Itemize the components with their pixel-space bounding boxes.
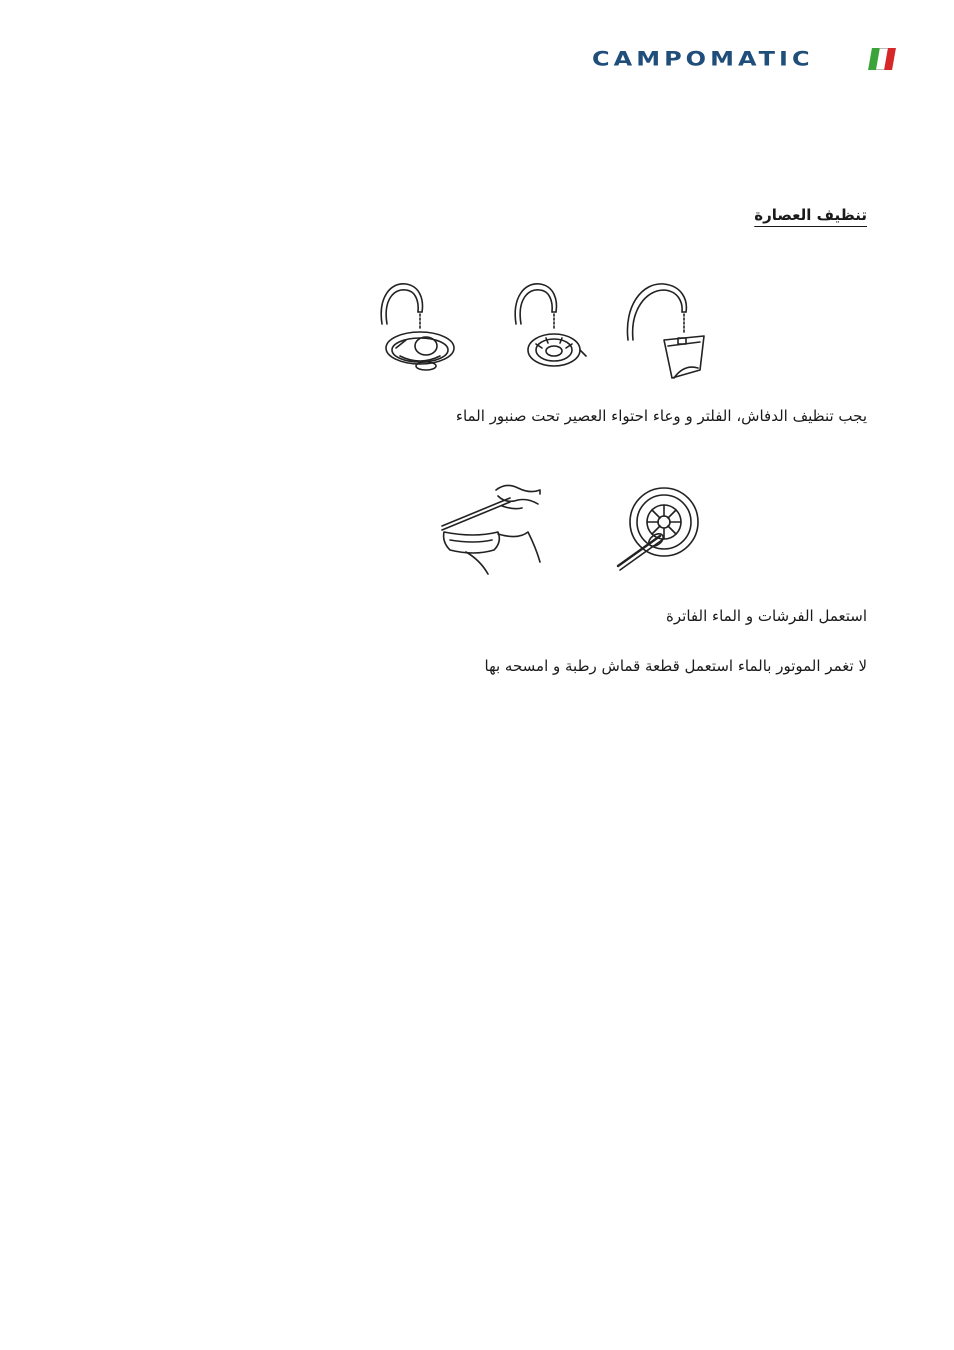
- faucet-illustrations: [370, 278, 720, 388]
- brush-cleaning-filter-center-icon: [618, 488, 698, 570]
- paragraph-motor-warning: لا تغمر الموتور بالماء استعمل قطعة قماش رطبة و امسحه بها: [484, 657, 867, 675]
- italian-flag-icon: [868, 48, 896, 70]
- brand-name: CAMPOMATIC: [592, 47, 814, 71]
- brush-cleaning-illustrations: [436, 470, 706, 575]
- paragraph-wash-under-faucet: يجب تنظيف الدفاش، الفلتر و وعاء احتواء العصير تحت صنبور الماء: [455, 407, 867, 425]
- paragraph-use-brushes: استعمل الفرشات و الماء الفاترة: [666, 607, 867, 625]
- brand-logo: [592, 46, 898, 72]
- pusher-under-faucet-icon: [381, 284, 454, 370]
- section-heading: تنظيف العصارة: [754, 206, 867, 224]
- filter-under-faucet-icon: [515, 284, 586, 366]
- juice-container-under-faucet-icon: [627, 284, 704, 378]
- brush-cleaning-filter-edge-icon: [442, 485, 540, 574]
